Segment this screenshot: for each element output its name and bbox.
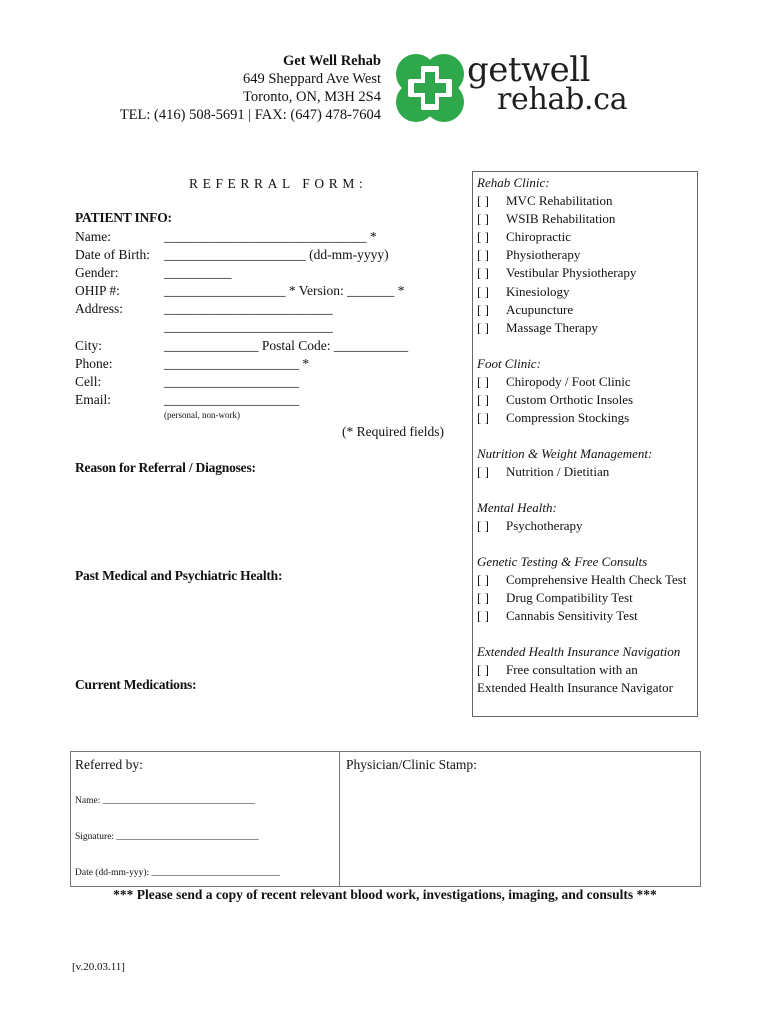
- option-physiotherapy[interactable]: [477, 247, 580, 263]
- option-insurance-consultation[interactable]: [477, 662, 638, 678]
- option-label: Psychotherapy: [506, 518, 583, 533]
- option-drug-compatibility-test[interactable]: [477, 590, 633, 606]
- option-label: Chiropractic: [506, 229, 571, 244]
- cell-field[interactable]: ____________________: [164, 374, 299, 389]
- city-label: City:: [75, 338, 103, 353]
- medications-heading: Current Medications:: [75, 677, 197, 692]
- gender-label: Gender:: [75, 265, 119, 280]
- checkbox[interactable]: [ ]: [477, 410, 489, 425]
- option-label: Chiropody / Foot Clinic: [506, 374, 631, 389]
- form-version: [v.20.03.11]: [72, 961, 125, 973]
- checkbox[interactable]: [ ]: [477, 662, 489, 677]
- clinic-contact: TEL: (416) 508-5691 | FAX: (647) 478-7604: [119, 107, 381, 123]
- address-label: Address:: [75, 301, 123, 316]
- checkbox[interactable]: [ ]: [477, 302, 489, 317]
- option-psychotherapy[interactable]: [477, 518, 583, 534]
- checkbox[interactable]: [ ]: [477, 265, 489, 280]
- option-comprehensive-health-check[interactable]: [477, 572, 686, 588]
- patient-info-heading: PATIENT INFO:: [75, 210, 172, 225]
- checkbox[interactable]: [ ]: [477, 572, 489, 587]
- option-label: MVC Rehabilitation: [506, 193, 613, 208]
- email-label: Email:: [75, 392, 111, 407]
- phone-field[interactable]: ____________________ *: [164, 356, 310, 371]
- gender-field[interactable]: __________: [164, 265, 232, 280]
- mental-health-heading: Mental Health:: [477, 500, 557, 515]
- bloodwork-notice: *** Please send a copy of recent relevant blood work, investigations, imaging, and consults ***: [113, 887, 657, 902]
- checkbox[interactable]: [ ]: [477, 464, 489, 479]
- option-label: Free consultation with an: [506, 662, 638, 677]
- checkbox[interactable]: [ ]: [477, 247, 489, 262]
- clinic-logo-icon: [394, 52, 466, 124]
- option-label: Physiotherapy: [506, 247, 581, 262]
- form-title: REFERRAL FORM:: [189, 176, 368, 191]
- option-acupuncture[interactable]: [477, 302, 573, 318]
- option-wsib-rehabilitation[interactable]: [477, 211, 615, 227]
- dob-field[interactable]: _____________________ (dd-mm-yyyy): [164, 247, 389, 262]
- clinic-address-line2: Toronto, ON, M3H 2S4: [243, 89, 381, 105]
- option-label: Vestibular Physiotherapy: [506, 265, 637, 280]
- checkbox[interactable]: [ ]: [477, 211, 489, 226]
- checkbox[interactable]: [ ]: [477, 284, 489, 299]
- option-vestibular-physiotherapy[interactable]: [477, 265, 636, 281]
- phone-label: Phone:: [75, 356, 113, 371]
- clinic-name: Get Well Rehab: [282, 53, 381, 69]
- checkbox[interactable]: [ ]: [477, 193, 489, 208]
- referrer-name-field[interactable]: Name: ________________________________: [75, 796, 255, 806]
- foot-clinic-heading: Foot Clinic:: [477, 356, 541, 371]
- rehab-clinic-heading: Rehab Clinic:: [477, 175, 550, 190]
- reason-heading: Reason for Referral / Diagnoses:: [75, 460, 256, 475]
- checkbox[interactable]: [ ]: [477, 608, 489, 623]
- option-chiropractic[interactable]: [477, 229, 571, 245]
- cell-label: Cell:: [75, 374, 102, 389]
- checkbox[interactable]: [ ]: [477, 320, 489, 335]
- option-chiropody[interactable]: [477, 374, 631, 390]
- genetic-testing-heading: Genetic Testing & Free Consults: [477, 554, 648, 569]
- clinic-address-line1: 649 Sheppard Ave West: [242, 71, 381, 87]
- option-cannabis-sensitivity-test[interactable]: [477, 608, 638, 624]
- option-kinesiology[interactable]: [477, 284, 570, 300]
- option-label: Massage Therapy: [506, 320, 598, 335]
- ohip-field[interactable]: __________________ * Version: _______ *: [164, 283, 405, 298]
- name-label: Name:: [75, 229, 111, 244]
- checkbox[interactable]: [ ]: [477, 229, 489, 244]
- option-label: WSIB Rehabilitation: [506, 211, 616, 226]
- option-custom-orthotic-insoles[interactable]: [477, 392, 633, 408]
- name-field[interactable]: ______________________________ *: [164, 229, 377, 244]
- stamp-label: Physician/Clinic Stamp:: [346, 757, 477, 772]
- option-label: Cannabis Sensitivity Test: [506, 608, 638, 623]
- insurance-heading: Extended Health Insurance Navigation: [477, 644, 681, 659]
- option-label: Nutrition / Dietitian: [506, 464, 610, 479]
- checkbox[interactable]: [ ]: [477, 374, 489, 389]
- referral-date-field[interactable]: Date (dd-mm-yyy): ___________________________: [75, 868, 280, 878]
- option-insurance-consultation-line2: Extended Health Insurance Navigator: [477, 680, 674, 695]
- option-mvc-rehabilitation[interactable]: [477, 193, 613, 209]
- option-label: Compression Stockings: [506, 410, 630, 425]
- option-label: Custom Orthotic Insoles: [506, 392, 634, 407]
- address-field-line2[interactable]: _________________________: [164, 319, 333, 334]
- city-postal-field[interactable]: ______________ Postal Code: ___________: [164, 338, 409, 353]
- referral-box-divider: [339, 751, 340, 887]
- option-nutrition-dietitian[interactable]: [477, 464, 609, 480]
- option-massage-therapy[interactable]: [477, 320, 598, 336]
- option-label: Kinesiology: [506, 284, 570, 299]
- required-note: (* Required fields): [342, 424, 444, 439]
- dob-label: Date of Birth:: [75, 247, 150, 262]
- logo-text-rehab: rehab.ca: [497, 82, 628, 117]
- email-note: (personal, non-work): [164, 410, 240, 420]
- option-label: Acupuncture: [506, 302, 574, 317]
- option-label: Drug Compatibility Test: [506, 590, 633, 605]
- referred-by-label: Referred by:: [75, 757, 143, 772]
- email-field[interactable]: ____________________: [164, 392, 299, 407]
- checkbox[interactable]: [ ]: [477, 518, 489, 533]
- option-compression-stockings[interactable]: [477, 410, 629, 426]
- address-field-line1[interactable]: _________________________: [164, 301, 333, 316]
- checkbox[interactable]: [ ]: [477, 392, 489, 407]
- referrer-signature-field[interactable]: Signature: ______________________________: [75, 832, 259, 842]
- nutrition-heading: Nutrition & Weight Management:: [477, 446, 653, 461]
- ohip-label: OHIP #:: [75, 283, 120, 298]
- history-heading: Past Medical and Psychiatric Health:: [75, 568, 283, 583]
- option-label: Comprehensive Health Check Test: [506, 572, 687, 587]
- checkbox[interactable]: [ ]: [477, 590, 489, 605]
- logo-text-getwell: getwell: [467, 50, 591, 90]
